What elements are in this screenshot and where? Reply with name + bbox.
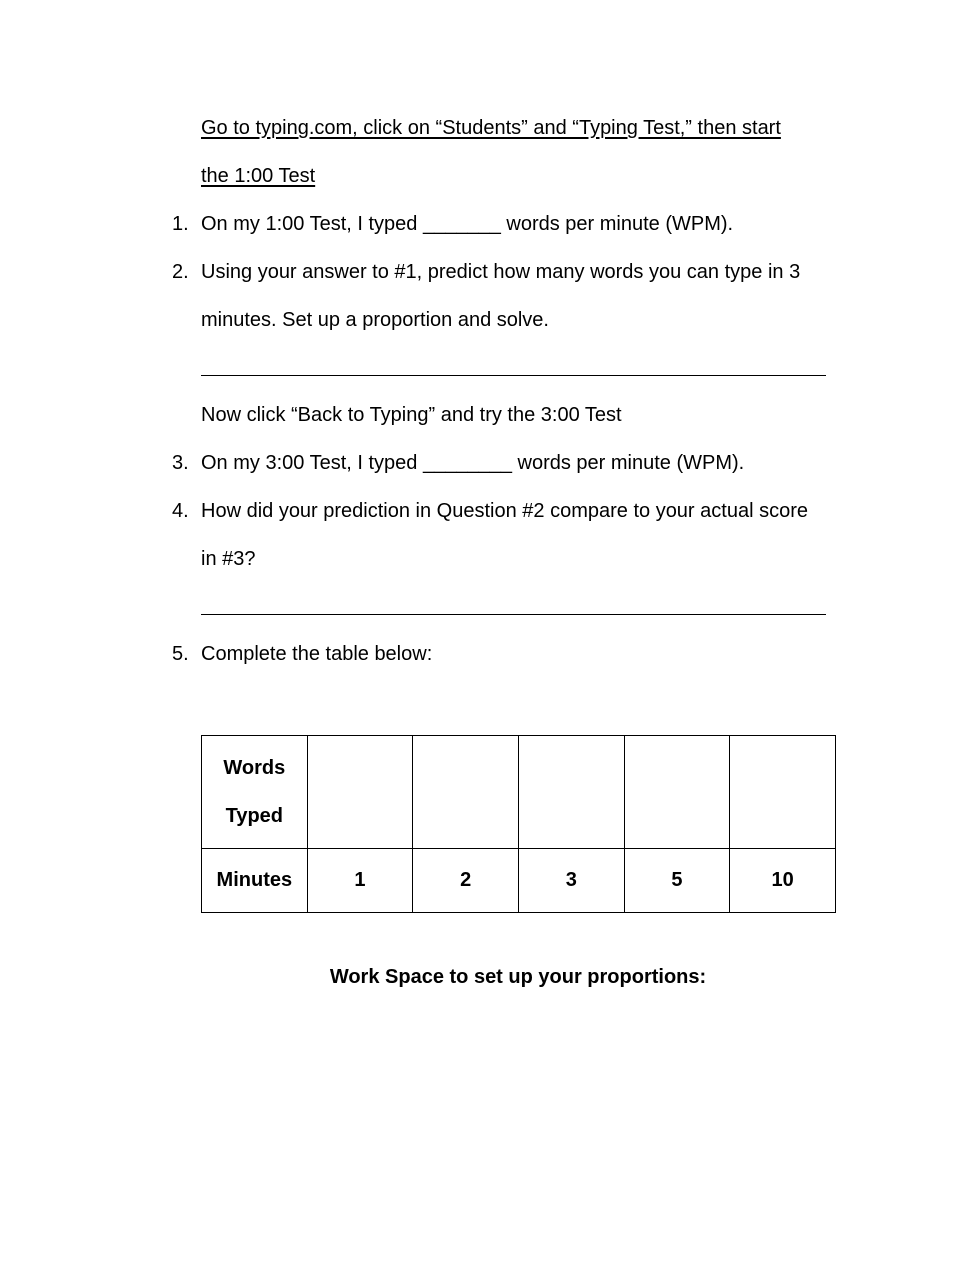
minutes-cell: 2 bbox=[413, 849, 519, 913]
question-3-text: On my 3:00 Test, I typed ________ words per minute (WPM). bbox=[201, 452, 745, 474]
words-typed-cell[interactable] bbox=[730, 736, 836, 849]
question-5-number: 5. bbox=[172, 643, 189, 665]
minutes-row bbox=[202, 849, 836, 913]
question-4-number: 4. bbox=[172, 500, 189, 522]
words-typed-cell[interactable] bbox=[413, 736, 519, 849]
minutes-cell: 1 bbox=[307, 849, 413, 913]
minutes-cell: 3 bbox=[518, 849, 624, 913]
answer-line-question-4[interactable] bbox=[201, 614, 826, 615]
question-1-number: 1. bbox=[172, 213, 189, 235]
question-4-text-line-1: How did your prediction in Question #2 compare to your actual score bbox=[201, 500, 808, 522]
words-typed-header-line-1: Words bbox=[223, 757, 286, 779]
minutes-cell: 10 bbox=[730, 849, 836, 913]
question-2-number: 2. bbox=[172, 261, 189, 283]
question-2-text-line-2: minutes. Set up a proportion and solve. bbox=[201, 309, 549, 331]
words-typed-row bbox=[202, 736, 836, 849]
question-4-text-line-2: in #3? bbox=[201, 548, 256, 570]
intro-line-1: Go to typing.com, click on “Students” and “Typing Test,” then start bbox=[201, 117, 781, 139]
question-2-text-line-1: Using your answer to #1, predict how many words you can type in 3 bbox=[201, 261, 801, 283]
words-typed-header-line-2: Typed bbox=[225, 805, 284, 827]
words-typed-cell[interactable] bbox=[307, 736, 413, 849]
mid-instruction: Now click “Back to Typing” and try the 3:00 Test bbox=[201, 404, 622, 426]
words-typed-cell[interactable] bbox=[624, 736, 730, 849]
work-space-heading: Work Space to set up your proportions: bbox=[329, 966, 707, 988]
minutes-cell: 5 bbox=[624, 849, 730, 913]
intro-line-2: the 1:00 Test bbox=[201, 165, 316, 187]
words-typed-header bbox=[202, 736, 308, 849]
question-5-text: Complete the table below: bbox=[201, 643, 433, 665]
question-3-number: 3. bbox=[172, 452, 189, 474]
words-typed-cell[interactable] bbox=[518, 736, 624, 849]
minutes-header: Minutes bbox=[202, 849, 308, 913]
answer-line-question-2[interactable] bbox=[201, 375, 826, 376]
words-minutes-table bbox=[201, 735, 836, 913]
question-1-text: On my 1:00 Test, I typed _______ words per minute (WPM). bbox=[201, 213, 734, 235]
